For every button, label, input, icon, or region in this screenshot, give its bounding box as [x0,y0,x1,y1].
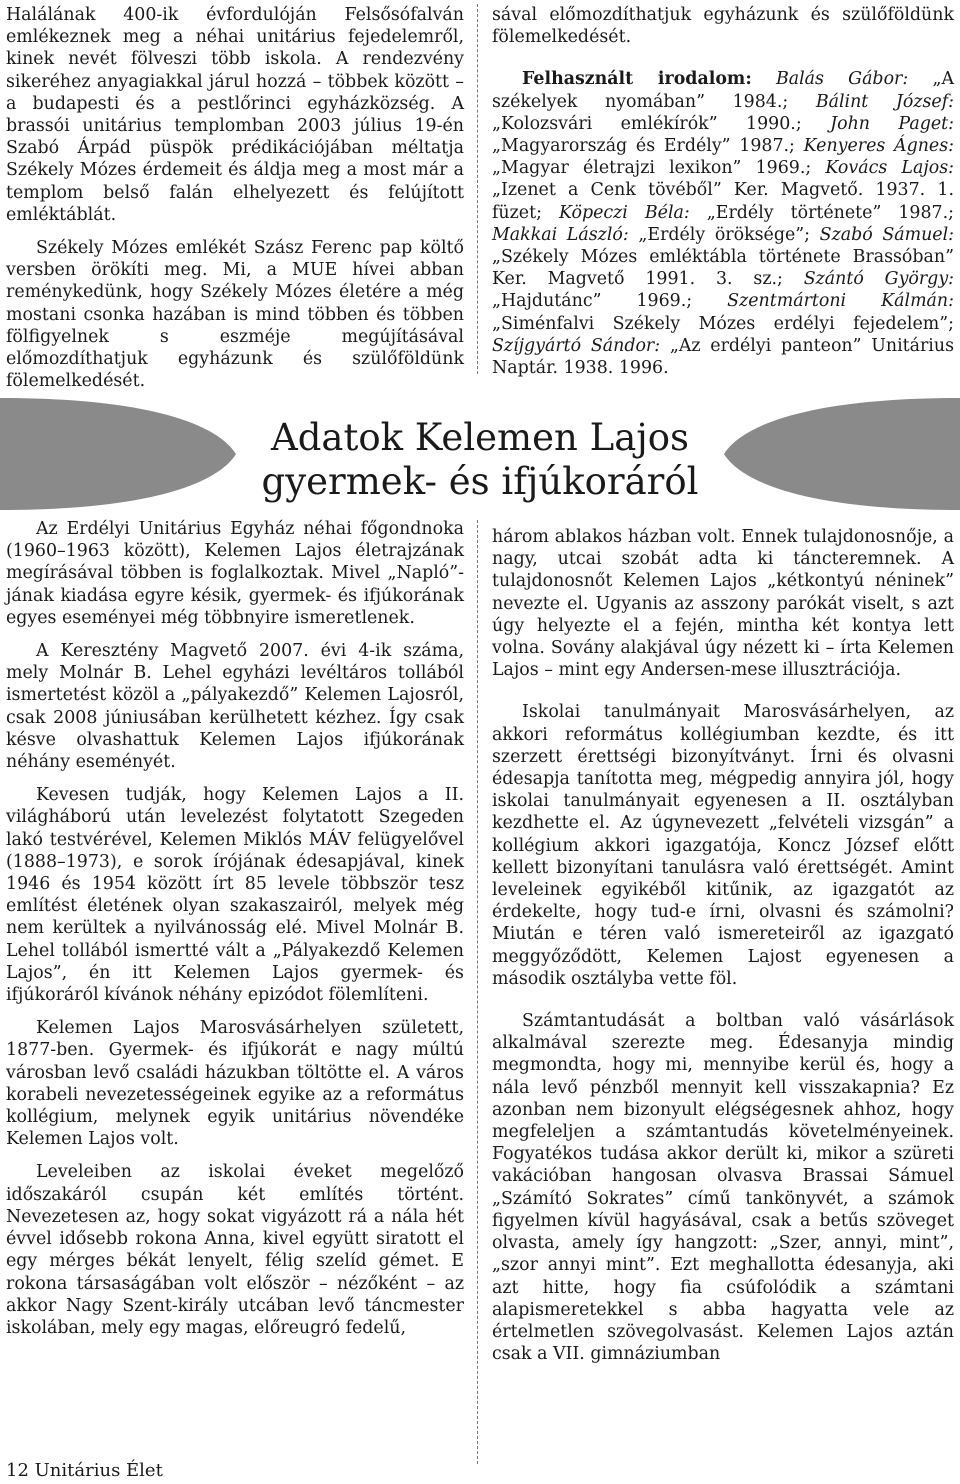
reference-title: „Székely Mózes emléktábla története Brassóban” Ker. Magvető 1991. 3. sz.; [492,247,954,290]
reference-title: „Erdély öröksége”; [638,224,811,245]
reference-title: „Siménfalvi Székely Mózes erdélyi fejedelem”; [492,313,954,334]
reference-author: Makkai László: [492,224,629,245]
paragraph: Halálának 400-ik évfordulóján Felsősófalván emlékeznek meg a néhai unitárius fejedelemről, kinek nevét fölveszi több iskola. A rendezvény sikeréhez anyagiakkal járul hozzá – többek között – a budapesti és a pestlőrinci egyházközség. A brassói unitárius templomban 2003 július 19-én Szabó Árpád püspök prédikációjában méltatja Székely Mózes érdemeit és áldja meg a most már a templom belső falán elhelyezett és felújított emléktáblát. [6,5,464,225]
reference-title: „Erdély története” 1987.; [706,202,955,223]
paragraph: A Keresztény Magvető 2007. évi 4-ik száma, mely Molnár B. Lehel egyházi levéltáros tollából ismertetést közöl a „pályakezdő” Kelemen Lajosról, csak 2008 júniusában kerülhetett kézhez. Így csak késve olvashattuk Kelemen Lajos ifjúkorának néhány eseményét. [6,641,464,773]
reference-title: „Magyar életrajzi lexikon” 1969.; [492,158,812,179]
reference-title: „Az erdélyi panteon” Unitárius Naptár. 1938. 1996. [492,335,954,379]
column-divider [477,4,478,374]
reference-title: „Magyarország és Erdély” 1987.; [492,136,795,157]
reference-author: Szántó György: [803,269,955,290]
bibliography [492,68,954,379]
paragraph: Kevesen tudják, hogy Kelemen Lajos a II. világháború után levelezést folytatott Szegeden lakó testvérével, Kelemen Miklós MÁV felügyelővel (1888–1973), e sorok írójának édesapjával, kinek 1946 és 1954 között írt 85 levele többször tesz említést életének olyan szakaszairól, melyek még nem kerültek a nyilvánosság elé. Mivel Molnár B. Lehel tollából ismertté vált a „Pályakezdő Kelemen Lajos”, én itt Kelemen Lajos gyermek- és ifjúkoráról kívánok néhány epizódot fölemlíteni. [6,785,464,1006]
reference-title: „Kolozsvári emlékírók” 1990.; [492,113,802,134]
article-bottom-left-column [6,518,464,1339]
reference-author: Szabó Sámuel: [819,224,955,245]
paragraph: Székely Mózes emlékét Szász Ferenc pap költő versben örökíti meg. Mi, a MUE hívei abban reménykedünk, hogy Székely Mózes életére a még mostani csonka hazában is mind többen és többen fölfigyelnek s eszméje megújításával előmozdíthatjuk egyházunk és szülőföldünk fölemelkedését. [6,238,464,392]
article-top-right-column [492,4,954,379]
reference-author: Bálint József: [815,91,955,112]
article-title-line1: Adatok Kelemen Lajos [270,416,689,459]
reference-author: Kenyeres Ágnes: [803,136,954,157]
reference-author: John Paget: [830,113,954,134]
paragraph: Számtantudását a boltban való vásárlások alkalmával szerezte meg. Édesanyja mindig megmondta, hogy mi, mennyibe kerül és, hogy a nála levő pénzből mennyit kell visszakapnia? Ez azonban nem bizonyult elégségesnek ahhoz, hogy megfeleljen a számtantudás követelményeinek. Fogyatékos tudása akkor derült ki, mikor a szüreti vakációban hangosan olvasva Brassai Sámuel „Számító Sokrates” című tankönyvét, a számok figyelmen kívül hagyásával, csak a betűs szöveget olvasta, amely így hangzott: „Szer, annyi, mint”, „szor annyi mint”. Ezt meghallotta édesanyja, aki azt hitte, hogy fia csúfolódik a számtani alapismeretekkel s abba hagyatta vele az értelmetlen szövegolvasást. Kelemen Lajos aztán csak a VII. gimnáziumban [492,1011,954,1365]
paragraph: három ablakos házban volt. Ennek tulajdonosnője, a nagy, utcai szobát adta ki táncteremnek. A tulajdonosnőt Kelemen Lajos „kétkontyú néninek” nevezte el. Ugyanis az asszony parókát viselt, s azt úgy helyezte el a fején, mintha két kontya lett volna. Sovány alakjával úgy nézett ki – írta Kelemen Lajos – mint egy Andersen-mese illusztrációja. [492,527,954,681]
reference-title: „Hajdutánc” 1969.; [492,291,693,312]
reference-author: Balás Gábor: [775,69,909,90]
paragraph: Leveleiben az iskolai éveket megelőző időszakáról csupán két említés történt. Nevezetesen az, hogy sokat vigyázott rá a nála hét évvel idősebb rokona Anna, kivel együtt siratott el egy mérges békát lenyelt, félig szelíd gémet. E rokona társaságában volt először – nézőként – az akkor Nagy Szent-király utcában levő táncmester iskolában, mely egy magas, előreugró fedelű, [6,1162,464,1338]
bibliography-label: Felhasznált irodalom: [522,69,752,90]
reference-author: Köpeczi Béla: [558,202,690,223]
article-top-left-column [6,4,464,392]
paragraph: Iskolai tanulmányait Marosvásárhelyen, az akkori református kollégiumban kezdte, és itt szerzett érettségi bizonyítványt. Írni és olvasni édesapja tanította meg, mégpedig annyira jól, hogy iskolai tanulmányait egyenesen a II. osztályban kezdhette el. Az úgynevezett „felvételi vizsgán” a kollégium akkori igazgatója, Koncz József előtt kellett bizonyítani tanulásra való érettségét. Amint leveleinek egyikéből kitűnik, az igazgatót az érdekelte, hogy tud-e írni, olvasni és számolni? Miután e téren való ismereteiről az igazgató meggyőződött, Kelemen Lajost egyenesen a második osztályba vette föl. [492,702,954,989]
article-bottom-right-column [492,526,954,1365]
article-title-banner [0,398,960,510]
paragraph-continuation: sával előmozdíthatjuk egyházunk és szülőföldünk fölemelkedését. [492,5,954,48]
article-title-line2: gyermek- és ifjúkoráról [261,460,699,503]
page-footer: 12 Unitárius Élet [6,1460,163,1481]
column-divider [477,520,478,1464]
reference-title: „Izenet a Cenk tövéből” Ker. Magvető. 1937. 1. füzet; [492,180,954,223]
paragraph: Az Erdélyi Unitárius Egyház néhai főgondnoka (1960–1963 között), Kelemen Lajos életrajzának megírásával többen is foglalkoztak. Mivel „Napló”-jának kiadása egyre késik, gyermek- és ifjúkorának egyes eseményei még többnyire ismeretlenek. [6,519,464,628]
paragraph: Kelemen Lajos Marosvásárhelyen született, 1877-ben. Gyermek- és ifjúkorát e nagy múltú városban levő családi házukban töltötte el. A város korabeli nevezetességeinek egyike az a református kollégium, melynek egyik unitárius növendéke Kelemen Lajos volt. [6,1018,464,1150]
reference-title: „A székelyek nyomában” 1984.; [492,69,955,112]
reference-author: Kovács Lajos: [825,158,954,179]
reference-author: Szíjgyártó Sándor: [492,335,661,356]
reference-author: Szentmártoni Kálmán: [727,291,954,312]
